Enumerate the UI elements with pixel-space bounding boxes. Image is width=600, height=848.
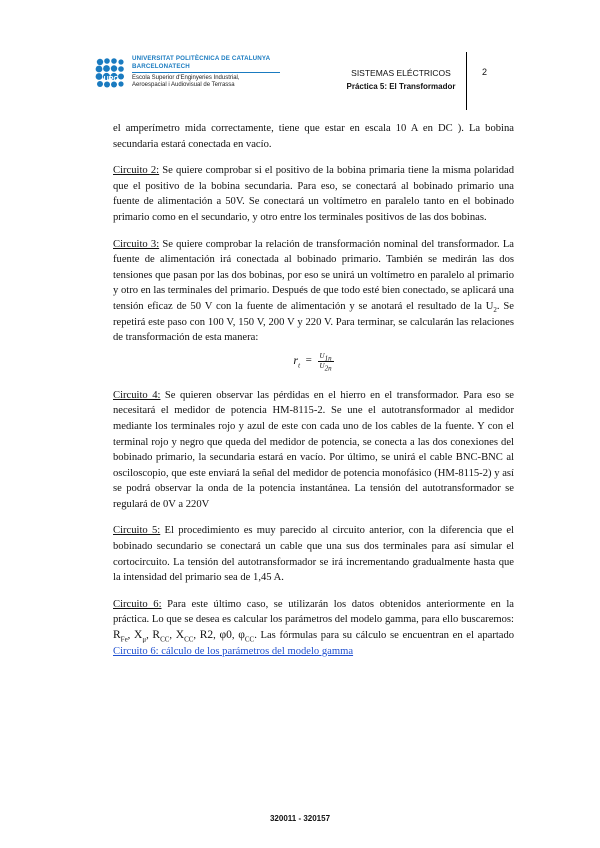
circuit-3-sub: 2 <box>493 306 497 315</box>
circuit-3-text-b: . Se repetirá este paso con 100 V, 150 V, 200 V y 220 V. Para terminar, se calcularán las relaciones de transformación de esta manera: <box>113 300 514 344</box>
school-name-line2: Aeroespacial i Audiovisual de Terrassa <box>132 82 235 88</box>
circuit-6-section-link[interactable]: Circuito 6: cálculo de los parámetros del modelo gamma <box>113 645 354 657</box>
circuit-4-text: Se quieren observar las pérdidas en el hierro en el transformador. Para eso se necesitará el medidor de potencia HM-8115-2. Se une el autotransformador al medidor mediante los terminales rojo y azul de este con cada uno de los cables de la fuente. Y con el terminal rojo y negro que queda del medidor de potencia, se conecta a las dos conexiones del bobinado primario, la secundaria estará en vacío. Por último, se unirá el cable BNC-BNC al osciloscopio, que este enviará la señal del medidor de potencia monofásico (HM-8115-2) y así se podrá observar la onda de la potencia instantánea. La tensión del autotransformador se regulará de 0V a 220V <box>113 389 514 510</box>
university-subtitle: BARCELONATECH <box>132 62 190 70</box>
page-footer <box>0 814 600 823</box>
university-name: UNIVERSITAT POLITÈCNICA DE CATALUNYA <box>132 55 271 62</box>
logo-divider <box>132 72 280 73</box>
intro-text: el amperímetro mida correctamente, tiene que estar en escala 10 A en DC ). La bobina secundaria estará conectada en vacío. <box>113 123 514 150</box>
university-name-block <box>132 55 280 89</box>
page-number: 2 <box>482 67 488 77</box>
practice-title: Práctica 5: El Transformador <box>346 82 456 91</box>
circuit-6-text-a: Para este último caso, se utilizarán los datos obtenidos anteriormente en la práctica. Lo que se desea es calcular los parámetros del modelo gamma, para ello buscaremos: <box>113 598 514 626</box>
param-phicc: $\varphi_{CC}$ <box>238 629 255 644</box>
document-body <box>113 121 514 670</box>
course-info <box>338 67 464 93</box>
param-rfe: $R_{Fe}$ <box>113 629 128 644</box>
circuit-6-paragraph: Circuito 6: Para este último caso, se utilizarán los datos obtenidos anteriormente en la práctica. Lo que se desea es calcular los parámetros del modelo gamma, para ello buscaremos: $R_{Fe}$, $X_\mu$, $R_{CC}$, $X_{CC}$, R2, φ0, $\varphi_{CC}$. Las fórmulas para su cálculo se encuentran en el apartado Circuito 6: cálculo de los parámetros del modelo gamma <box>113 598 515 657</box>
transformation-ratio-formula <box>113 352 514 376</box>
circuit-5-text: El procedimiento es muy parecido al circuito anterior, con la diferencia que el bobinado secundario se conectará un cable que una sus dos terminales para así simular el cortocircuito. La tensión del autotransformador se irá incrementando gradualmente hasta que la intensidad del primario sea de 1,45 A. <box>113 525 514 584</box>
circuit-4-label: Circuito 4: <box>113 389 161 401</box>
circuit-5-paragraph <box>113 523 514 585</box>
circuit-2-text: Se quiere comprobar si el positivo de la bobina primaria tiene la misma polaridad que el positivo de la bobina secundaria. Para eso, se conectará al bobinado primario una fuente de alimentación a 50V. Se conectará un voltímetro en paralelo tanto en el bobinado primario como en el secundario, y otro entre los terminales positivos de las dos bobinas. <box>113 165 514 223</box>
circuit-3-text-a: Se quiere comprobar la relación de transformación nominal del transformador. La fuente de alimentación irá conectada al bobinado primario. También se medirán las dos tensiones que pasan por las dos bobinas, por eso se unirá un voltímetro en paralelo al primario y otro en las terminales del primario. Después de que todo esté bien conectado, se aplicará una tensión eficaz de 50 V con la fuente de alimentación y se anotará el resultado de la U <box>113 238 515 312</box>
circuit-6-text-b: Las fórmulas para su cálculo se encuentran en el apartado <box>256 630 515 642</box>
param-rcc: $R_{CC}$ <box>152 629 170 644</box>
circuit-3-label: Circuito 3: <box>113 238 160 250</box>
param-r2: R2 <box>199 629 214 642</box>
school-name-line1: Escola Superior d'Enginyeries Industrial, <box>132 75 240 81</box>
circuit-3-paragraph <box>113 237 514 346</box>
formula-numerator: $U_{1n}$ <box>319 351 332 363</box>
formula-fraction <box>318 352 334 371</box>
circuit-2-label: Circuito 2: <box>113 165 160 177</box>
header-divider <box>466 52 467 110</box>
formula-denominator: $U_{2n}$ <box>319 361 332 373</box>
formula-lhs: $r_t$ <box>293 353 301 370</box>
intro-paragraph <box>113 121 514 152</box>
circuit-2-paragraph <box>113 163 514 225</box>
circuit-6-label: Circuito 6: <box>113 598 162 610</box>
circuit-5-label: Circuito 5: <box>113 525 161 537</box>
page-header <box>94 52 504 110</box>
param-phi0: φ0 <box>219 629 232 642</box>
circuit-4-paragraph <box>113 388 514 513</box>
param-xmu: $X_\mu$ <box>134 629 147 644</box>
upc-logo-icon <box>94 56 128 90</box>
course-title: SISTEMAS ELÉCTRICOS <box>351 68 451 78</box>
formula-equals: = <box>305 354 312 367</box>
logo-letters: UPC <box>103 76 119 83</box>
param-xcc: $X_{CC}$ <box>175 629 194 644</box>
student-ids: 320011 - 320157 <box>269 814 331 823</box>
